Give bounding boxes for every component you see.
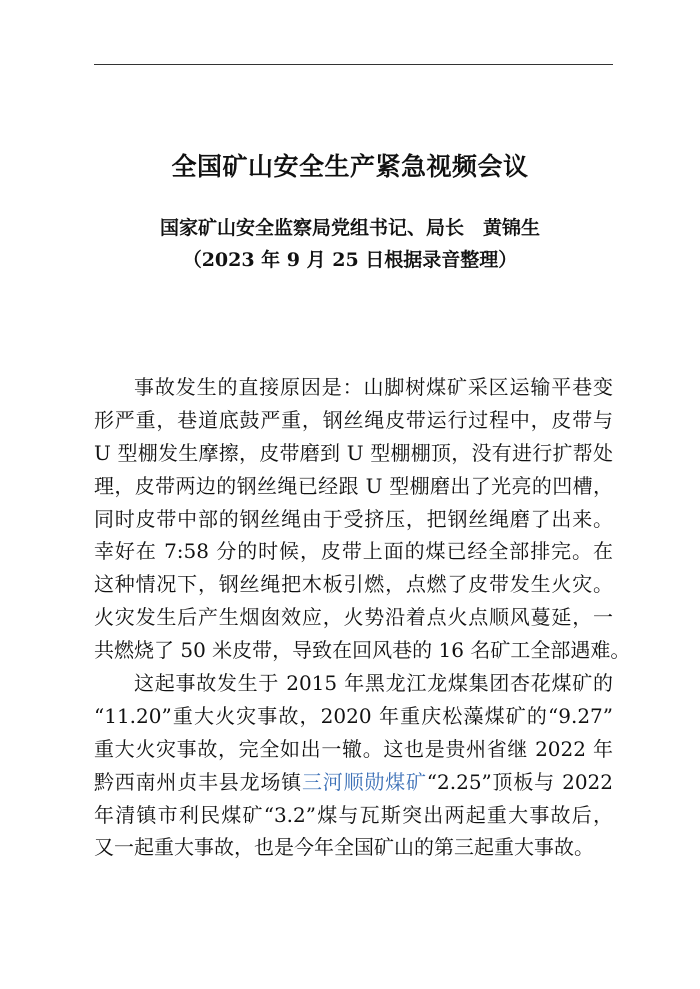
paragraph-line: 年清镇市利民煤矿“3.2”煤与瓦斯突出两起重大事故后， (94, 802, 613, 827)
paragraph-1 (94, 371, 631, 667)
paragraph-line: 共燃烧了 50 米皮带，导致在回风巷的 16 名矿工全部遇难。 (94, 638, 631, 663)
document-body (94, 371, 631, 864)
paragraph-line: U 型棚发生摩擦，皮带磨到 U 型棚棚顶，没有进行扩帮处 (94, 440, 613, 465)
paragraph-line: 这起事故发生于 2015 年黑龙江龙煤集团杏花煤矿的 (134, 671, 613, 696)
speaker-byline: 国家矿山安全监察局党组书记、局长 黄锦生 (159, 217, 540, 239)
document-title: 全国矿山安全生产紧急视频会议 (171, 152, 529, 181)
transcript-date: （2023 年 9 月 25 日根据录音整理） (182, 249, 518, 271)
paragraph-line: 同时皮带中部的钢丝绳由于受挤压，把钢丝绳磨了出来。 (94, 506, 613, 531)
paragraph-line: 形严重，巷道底鼓严重，钢丝绳皮带运行过程中，皮带与 (94, 407, 613, 432)
line-text: “2.25”顶板与 2022 (426, 769, 614, 794)
paragraph-line: 重大火灾事故，完全如出一辙。这也是贵州省继 2022 年 (94, 736, 613, 761)
paragraph-line: 幸好在 7:58 分的时候，皮带上面的煤已经全部排完。在 (94, 539, 613, 564)
coal-mine-link[interactable]: 三河顺勋煤矿 (301, 769, 427, 794)
paragraph-line: “11.20”重大火灾事故，2020 年重庆松藻煤矿的“9.27” (94, 703, 613, 728)
paragraph-line (94, 766, 613, 799)
paragraph-2 (94, 667, 613, 864)
paragraph-line: 事故发生的直接原因是：山脚树煤矿采区运输平巷变 (134, 375, 613, 399)
line-text: 黔西南州贞丰县龙场镇 (94, 769, 302, 794)
paragraph-line: 理，皮带两边的钢丝绳已经跟 U 型棚磨出了光亮的凹槽， (94, 473, 613, 498)
paragraph-line: 这种情况下，钢丝绳把木板引燃，点燃了皮带发生火灾。 (94, 572, 613, 597)
paragraph-line: 火灾发生后产生烟囱效应，火势沿着点火点顺风蔓延，一 (94, 605, 613, 630)
paragraph-line: 又一起重大事故，也是今年全国矿山的第三起重大事故。 (94, 835, 594, 860)
header-rule (94, 64, 613, 65)
